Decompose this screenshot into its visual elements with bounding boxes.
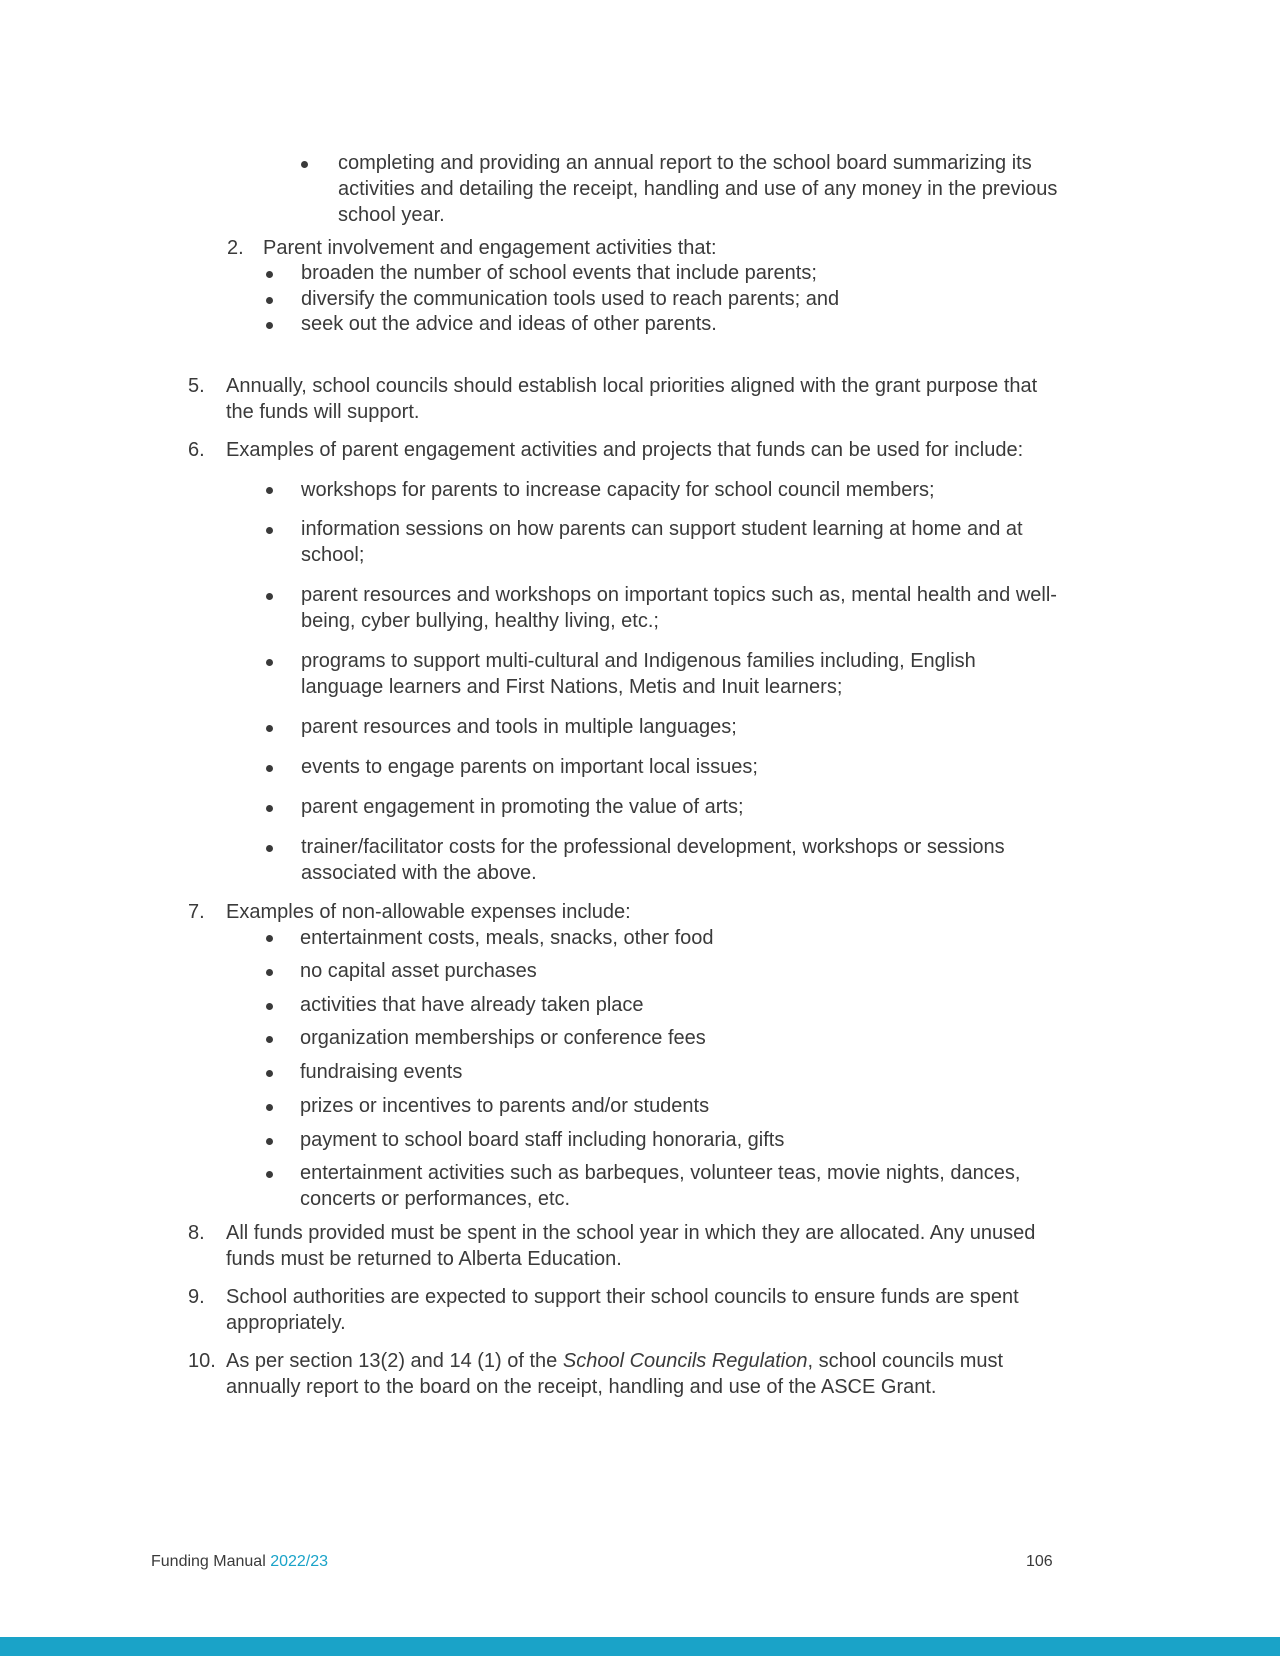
bullet-text: diversify the communication tools used to reach parents; and	[301, 288, 840, 310]
footer-accent-bar	[0, 1637, 1280, 1656]
bullet-icon	[266, 725, 273, 732]
list-number: 10.	[188, 1350, 216, 1372]
bullet-icon	[266, 1138, 273, 1145]
bullet-icon	[266, 271, 273, 278]
list-label: Examples of non-allowable expenses include:	[226, 901, 631, 923]
list-text	[226, 373, 1037, 425]
text-line: All funds provided must be spent in the school year in which they are allocated. Any unused	[226, 1222, 1036, 1244]
text-line	[226, 1348, 1003, 1374]
text-line: organization memberships or conference fees	[300, 1027, 706, 1049]
footer-manual-name: Funding Manual	[151, 1553, 271, 1570]
bullet-text	[300, 1160, 1020, 1212]
bullet-icon	[301, 161, 308, 168]
list-number: 5.	[188, 375, 205, 397]
text-line: information sessions on how parents can support student learning at home and at	[301, 518, 1023, 540]
text-line: fundraising events	[300, 1061, 463, 1083]
bullet-text	[300, 1025, 706, 1051]
list-label: Parent involvement and engagement activities that:	[263, 237, 717, 259]
bullet-icon	[266, 1070, 273, 1077]
footer-title	[151, 1552, 328, 1572]
bullet-icon	[266, 487, 273, 494]
list-number: 6.	[188, 439, 205, 461]
text-line: prizes or incentives to parents and/or students	[300, 1095, 710, 1117]
bullet-icon	[266, 593, 273, 600]
bullet-icon	[266, 1003, 273, 1010]
bullet-text	[300, 1127, 784, 1153]
text-line: parent resources and tools in multiple languages;	[301, 716, 737, 738]
bullet-text	[301, 714, 737, 740]
bullet-text	[301, 516, 1023, 568]
bullet-icon	[266, 1104, 273, 1111]
text-line: parent resources and workshops on important topics such as, mental health and well-	[301, 584, 1057, 606]
bullet-text: broaden the number of school events that include parents;	[301, 262, 817, 284]
text-line: entertainment costs, meals, snacks, other food	[300, 927, 714, 949]
bullet-text	[300, 958, 537, 984]
bullet-text	[300, 992, 644, 1018]
text-line: appropriately.	[226, 1312, 346, 1334]
list-number: 8.	[188, 1222, 205, 1244]
bullet-icon	[266, 527, 273, 534]
text-line: concerts or performances, etc.	[300, 1188, 571, 1210]
text-line: no capital asset purchases	[300, 960, 537, 982]
bullet-text	[300, 1093, 709, 1119]
text-line: the funds will support.	[226, 401, 420, 423]
text-line: associated with the above.	[301, 862, 537, 884]
bullet-text	[301, 648, 976, 700]
text-line: Annually, school councils should establish local priorities aligned with the grant purpose that	[226, 375, 1038, 397]
text-line: school;	[301, 544, 365, 566]
text-line: being, cyber bullying, healthy living, etc.;	[301, 610, 659, 632]
bullet-icon	[266, 805, 273, 812]
bullet-text	[300, 925, 714, 951]
text-line: language learners and First Nations, Metis and Inuit learners;	[301, 676, 843, 698]
bullet-text	[301, 754, 758, 780]
list-text	[226, 1348, 1003, 1400]
bullet-icon	[266, 765, 273, 772]
text-line: activities that have already taken place	[300, 994, 644, 1016]
text-line: activities and detailing the receipt, handling and use of any money in the previous	[338, 178, 1058, 200]
bullet-text: seek out the advice and ideas of other parents.	[301, 313, 717, 335]
bullet-icon	[266, 969, 273, 976]
list-number: 7.	[188, 901, 205, 923]
text-line: trainer/facilitator costs for the professional development, workshops or sessions	[301, 836, 1005, 858]
footer-year: 2022/23	[270, 1553, 329, 1570]
text-line: programs to support multi-cultural and Indigenous families including, English	[301, 650, 976, 672]
text-span: As per section 13(2) and 14 (1) of the	[226, 1350, 563, 1372]
bullet-icon	[266, 845, 273, 852]
text-line: annually report to the board on the receipt, handling and use of the ASCE Grant.	[226, 1376, 937, 1398]
list-label: Examples of parent engagement activities and projects that funds can be used for include:	[226, 439, 1024, 461]
list-number: 9.	[188, 1286, 205, 1308]
bullet-icon	[266, 1171, 273, 1178]
bullet-icon	[266, 322, 273, 329]
text-span: , school councils must	[807, 1350, 1004, 1372]
bullet-text	[301, 477, 935, 503]
list-text	[226, 1284, 1019, 1336]
bullet-icon	[266, 1036, 273, 1043]
text-line: entertainment activities such as barbeques, volunteer teas, movie nights, dances,	[300, 1162, 1021, 1184]
regulation-title: School Councils Regulation	[562, 1350, 808, 1372]
text-line: events to engage parents on important local issues;	[301, 756, 758, 778]
bullet-text	[301, 794, 744, 820]
bullet-text	[300, 1059, 462, 1085]
text-line: workshops for parents to increase capacity for school council members;	[301, 479, 935, 501]
list-text	[226, 1220, 1035, 1272]
bullet-icon	[266, 659, 273, 666]
bullet-icon	[266, 297, 273, 304]
text-line: funds must be returned to Alberta Education.	[226, 1248, 622, 1270]
list-number: 2.	[227, 237, 244, 259]
text-line: parent engagement in promoting the value of arts;	[301, 796, 744, 818]
bullet-text	[301, 582, 1057, 634]
page-number: 106	[1026, 1553, 1053, 1570]
bullet-icon	[266, 935, 273, 942]
text-line: school year.	[338, 204, 445, 226]
text-line: completing and providing an annual report to the school board summarizing its	[338, 152, 1032, 174]
text-line: School authorities are expected to support their school councils to ensure funds are spent	[226, 1286, 1019, 1308]
text-line: payment to school board staff including honoraria, gifts	[300, 1129, 785, 1151]
bullet-text	[301, 834, 1005, 886]
bullet-text	[338, 150, 1057, 228]
